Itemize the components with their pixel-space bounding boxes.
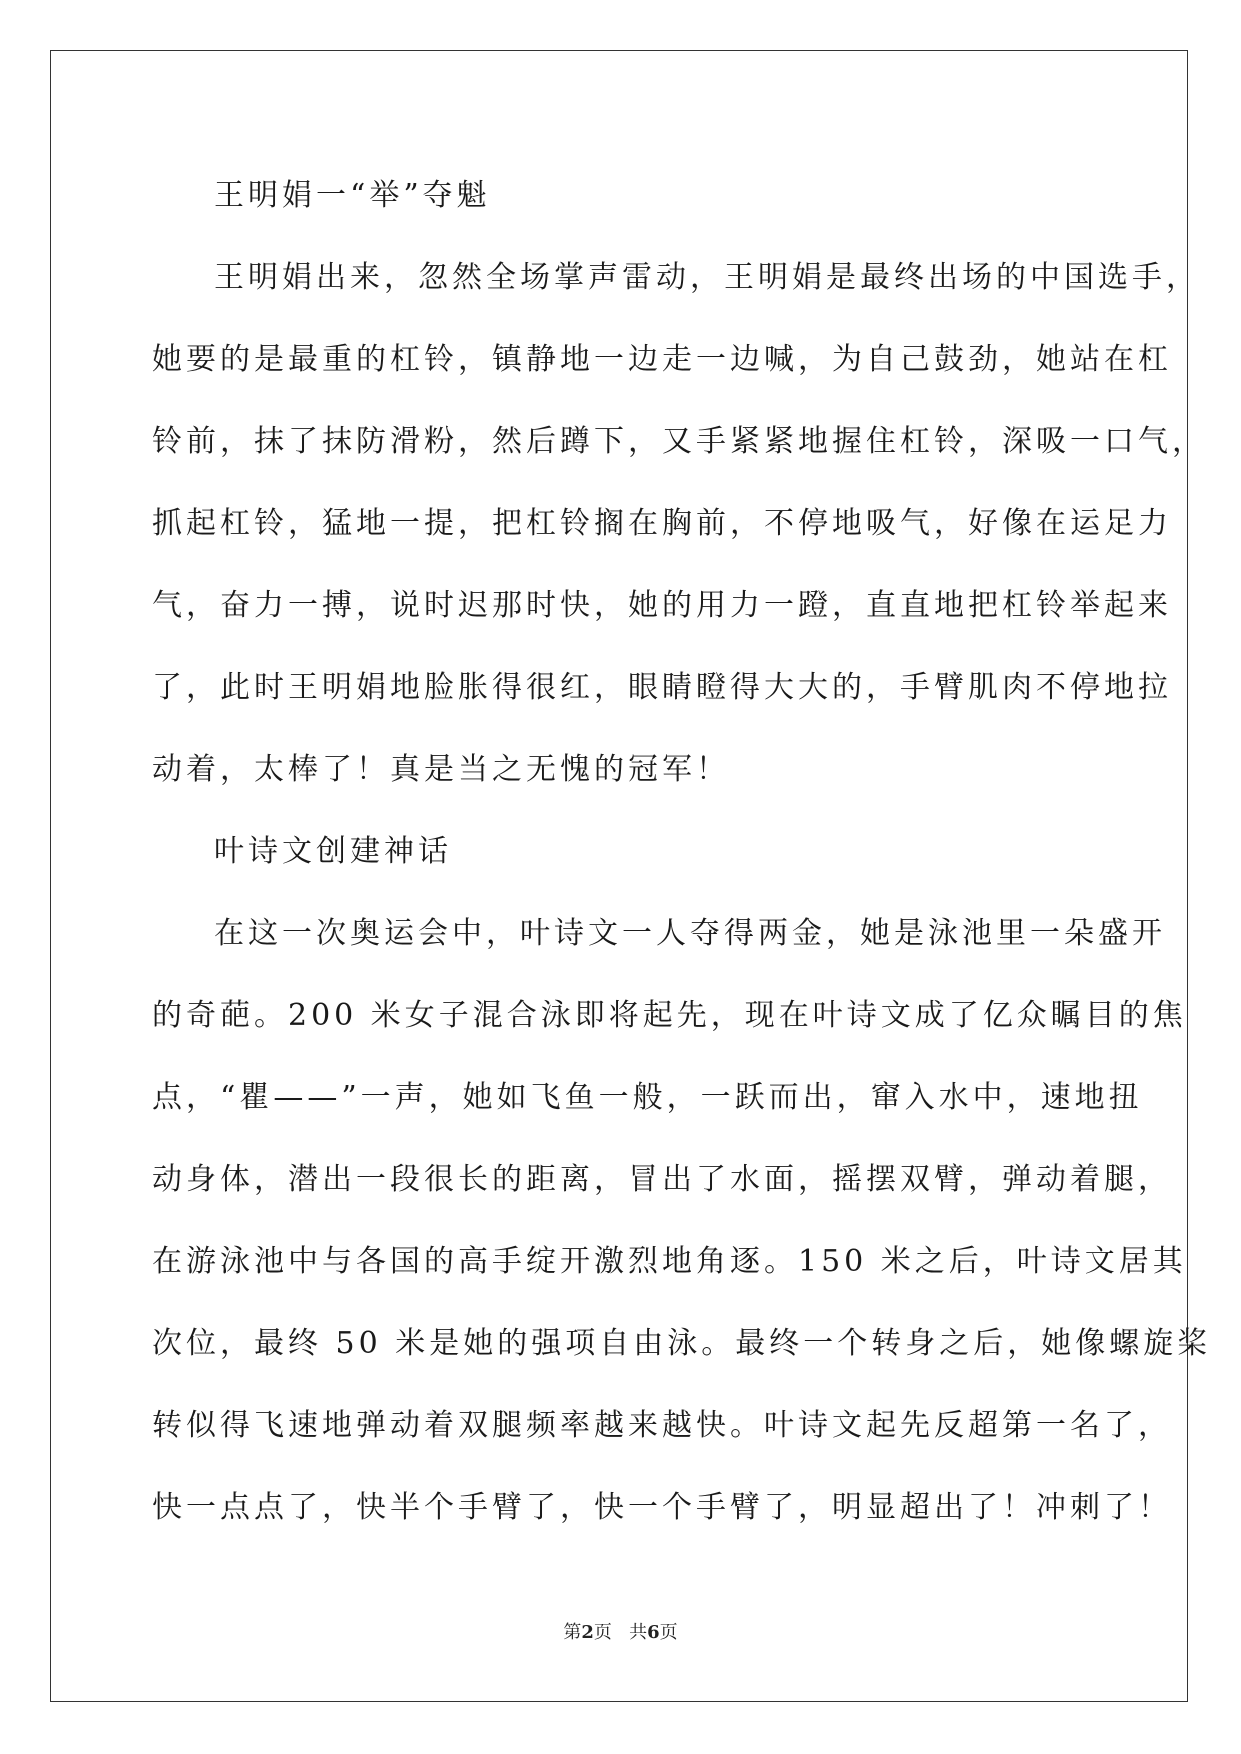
page-number: 2 [581,1622,594,1643]
paragraph-line: 快一点点了，快半个手臂了，快一个手臂了，明显超出了！冲刺了！ [152,1490,1172,1525]
page-footer [0,1618,1241,1644]
paragraph-line: 气，奋力一搏，说时迟那时快，她的用力一蹬，直直地把杠铃举起来 [152,588,1172,623]
paragraph-line: 在游泳池中与各国的高手绽开激烈地角逐。150 米之后，叶诗文居其 [152,1244,1187,1279]
paragraph-line: 抓起杠铃，猛地一提，把杠铃搁在胸前，不停地吸气，好像在运足力 [152,506,1172,541]
paragraph-line: 她要的是最重的杠铃，镇静地一边走一边喊，为自己鼓劲，她站在杠 [152,342,1172,377]
paragraph-line: 动身体，潜出一段很长的距离，冒出了水面，摇摆双臂，弹动着腿， [152,1162,1172,1197]
total-suffix: 页 [659,1622,678,1643]
paragraph-line: 动着，太棒了！真是当之无愧的冠军！ [152,752,730,787]
page-suffix: 页 [593,1622,612,1643]
document-body [152,155,1212,1549]
paragraph-line: 王明娟出来，忽然全场掌声雷动，王明娟是最终出场的中国选手， [214,260,1200,295]
total-pages: 6 [647,1622,660,1643]
section-title-weightlifting: 王明娟一“举”夺魁 [214,178,491,213]
paragraph-line: 在这一次奥运会中，叶诗文一人夺得两金，她是泳池里一朵盛开 [214,916,1166,951]
paragraph-line: 转似得飞速地弹动着双腿频率越来越快。叶诗文起先反超第一名了， [152,1408,1172,1443]
paragraph-line: 次位，最终 50 米是她的强项自由泳。最终一个转身之后，她像螺旋桨 [152,1326,1212,1361]
page-prefix: 第 [563,1622,582,1643]
paragraph-line: 点，“瞿——”一声，她如飞鱼一般，一跃而出，窜入水中，速地扭 [152,1080,1143,1115]
total-prefix: 共 [629,1622,648,1643]
section-title-swimming: 叶诗文创建神话 [214,834,452,869]
paragraph-line: 的奇葩。200 米女子混合泳即将起先，现在叶诗文成了亿众瞩目的焦 [152,998,1187,1033]
paragraph-line: 了，此时王明娟地脸胀得很红，眼睛瞪得大大的，手臂肌肉不停地拉 [152,670,1172,705]
paragraph-line: 铃前，抹了抹防滑粉，然后蹲下，又手紧紧地握住杠铃，深吸一口气， [152,424,1206,459]
